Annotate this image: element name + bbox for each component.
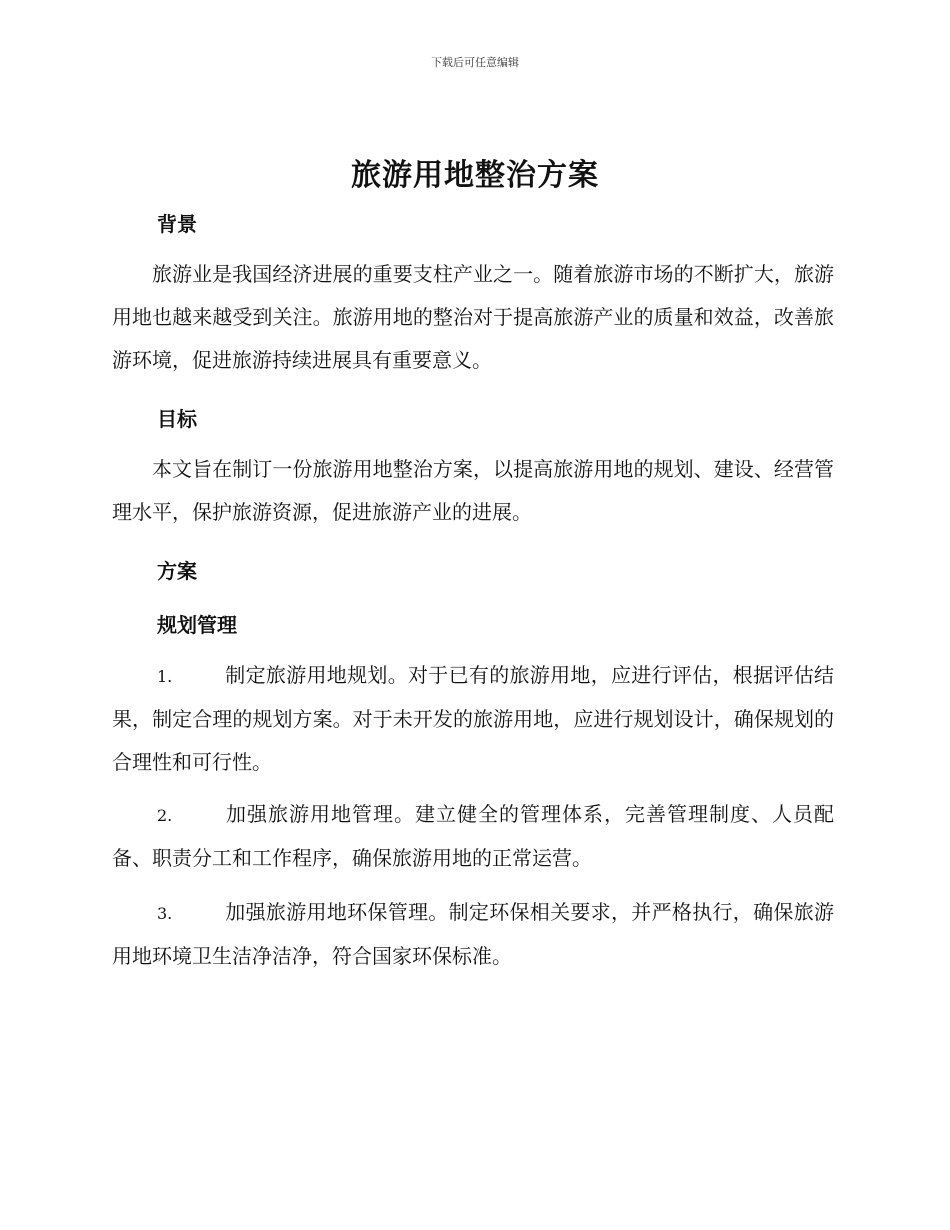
- list-item: [112, 891, 834, 978]
- list-item-text: 加强旅游用地管理。建立健全的管理体系，完善管理制度、人员配备、职责分工和工作程序，确保旅游用地的正常运营。: [112, 802, 834, 870]
- goal-paragraph: 本文旨在制订一份旅游用地整治方案，以提高旅游用地的规划、建设、经营管理水平，保护旅游资源，促进旅游产业的进展。: [112, 457, 834, 524]
- section-heading-background: 背景: [157, 212, 197, 236]
- document-title: 旅游用地整治方案: [351, 158, 599, 193]
- section-heading-goal: 目标: [157, 407, 197, 431]
- page-header: 下载后可任意编辑: [431, 56, 519, 69]
- list-item-number: 2.: [157, 806, 173, 825]
- section-heading-planning-management: 规划管理: [157, 613, 237, 637]
- background-paragraph: 旅游业是我国经济进展的重要支柱产业之一。随着旅游市场的不断扩大，旅游用地也越来越受到关注。旅游用地的整治对于提高旅游产业的质量和效益，改善旅游环境，促进旅游持续进展具有重要意义。: [112, 262, 834, 372]
- list-item-number: 1.: [157, 667, 173, 686]
- section-heading-plan: 方案: [157, 559, 197, 583]
- list-item: [112, 793, 834, 880]
- list-item-number: 3.: [157, 904, 173, 923]
- list-item: [112, 654, 834, 784]
- list-item-text: 加强旅游用地环保管理。制定环保相关要求，并严格执行，确保旅游用地环境卫生洁净洁净，符合国家环保标准。: [112, 900, 834, 968]
- list-item-text: 制定旅游用地规划。对于已有的旅游用地，应进行评估，根据评估结果，制定合理的规划方案。对于未开发的旅游用地，应进行规划设计，确保规划的合理性和可行性。: [112, 663, 834, 774]
